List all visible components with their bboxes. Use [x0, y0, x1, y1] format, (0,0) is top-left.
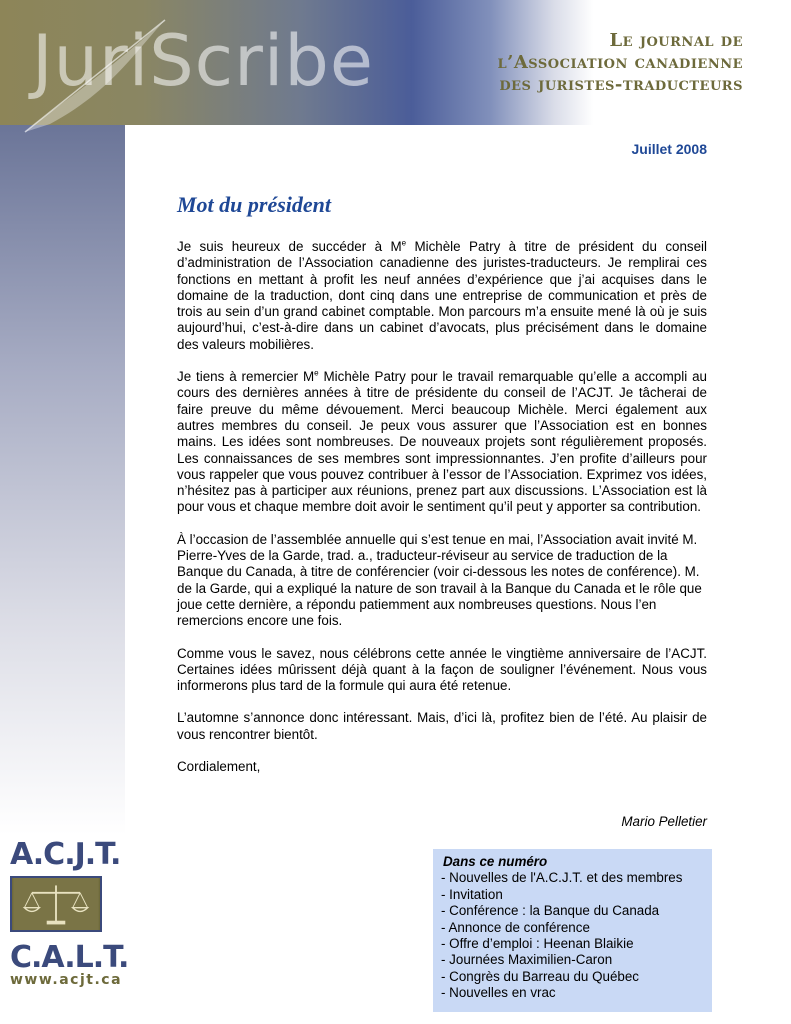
paragraph: Je suis heureux de succéder à Me Michèle Patry à titre de président du conseil d’administration de l’Association canadienne des juristes-traducteurs. Je remplirai ces fonctions en mettant à profit les neuf années d’expérience que j’ai acquises dans le domaine de la traduction, dont cinq dans une entreprise de communication et près de trois au sein d’un grand cabinet comptable. Mon parcours m’a ensuite mené là où je suis aujourd’hui, c’est-à-dire dans un cabinet d’avocats, plus précisément dans le domaine des valeurs mobilières.	[177, 238, 708, 352]
paragraph: À l’occasion de l’assemblée annuelle qui s’est tenue en mai, l’Association avait invité M. Pierre-Yves de la Garde, trad. a., traducteur-réviseur au service de traduction de la Banque du Canada, à titre de conférencier (voir ci-dessous les notes de conférence). M. de la Garde, qui a expliqué la nature de son travail à la Banque du Canada et le rôle que joue cette dernière, a répondu patiemment aux nombreuses questions. Nous l’en remercions encore une fois.	[177, 531, 702, 629]
left-gradient-bar	[0, 125, 125, 835]
paragraph: Comme vous le savez, nous célébrons cette année le vingtième anniversaire de l’ACJT. Certaines idées mûrissent déjà quant à la façon de souligner l’événement. Nous vous informerons plus tard de la formule qui aura été retenue.	[177, 645, 707, 694]
signature: Mario Pelletier	[621, 814, 707, 829]
acjt-logo	[10, 837, 129, 975]
toc-item: - Nouvelles de l'A.C.J.T. et des membres	[441, 870, 683, 886]
journal-title	[497, 30, 743, 96]
toc-list	[441, 870, 704, 1001]
journal-title-line: des juristes-traducteurs	[499, 74, 743, 95]
scales-icon	[10, 876, 102, 932]
closing: Cordialement,	[177, 759, 261, 775]
paragraph: Je tiens à remercier Me Michèle Patry pour le travail remarquable qu’elle a accompli au cours des dernières années à titre de présidente du conseil de l’ACJT. Je tâcherai de faire preuve du même dévouement. Merci beaucoup Michèle. Merci également aux autres membres du conseil. Je peux vous assurer que l’Association est en bonnes mains. Les idées sont nombreuses. De nouveaux projets sont régulièrement proposés. Les connaissances de ses membres sont impressionnantes. J’en profite d’ailleurs pour vous rappeler que vous pouvez contribuer à l’essor de l’Association. Exprimez vos idées, n’hésitez pas à participer aux réunions, prenez part aux discussions. L’Association est là pour vous et chaque membre doit avoir le sentiment qu’il peut y apporter sa contribution.	[177, 368, 707, 515]
toc-item: - Annonce de conférence	[441, 919, 590, 935]
journal-title-line: Le journal de	[609, 30, 743, 51]
juriscribe-logo: JuriScribe	[32, 20, 374, 102]
journal-title-line: l’Association canadienne	[497, 52, 743, 73]
issue-date: Juillet 2008	[631, 141, 707, 157]
table-of-contents	[433, 849, 712, 1012]
toc-item: - Conférence : la Banque du Canada	[441, 903, 660, 919]
toc-item: - Invitation	[441, 886, 503, 902]
acjt-abbrev: A.C.J.T.	[10, 837, 121, 872]
calt-abbrev: C.A.L.T.	[10, 940, 129, 975]
paragraph: L’automne s’annonce donc intéressant. Mais, d’ici là, profitez bien de l’été. Au plaisir de vous rencontrer bientôt.	[177, 710, 707, 742]
toc-item: - Nouvelles en vrac	[441, 985, 556, 1001]
article-body	[177, 239, 707, 791]
article-title: Mot du président	[177, 192, 332, 217]
toc-item: - Journées Maximilien-Caron	[441, 952, 613, 968]
toc-item: - Offre d’emploi : Heenan Blaikie	[441, 936, 634, 952]
website-link[interactable]: www.acjt.ca	[10, 972, 123, 988]
toc-heading: Dans ce numéro	[443, 854, 548, 869]
toc-item: - Congrès du Barreau du Québec	[441, 968, 640, 984]
